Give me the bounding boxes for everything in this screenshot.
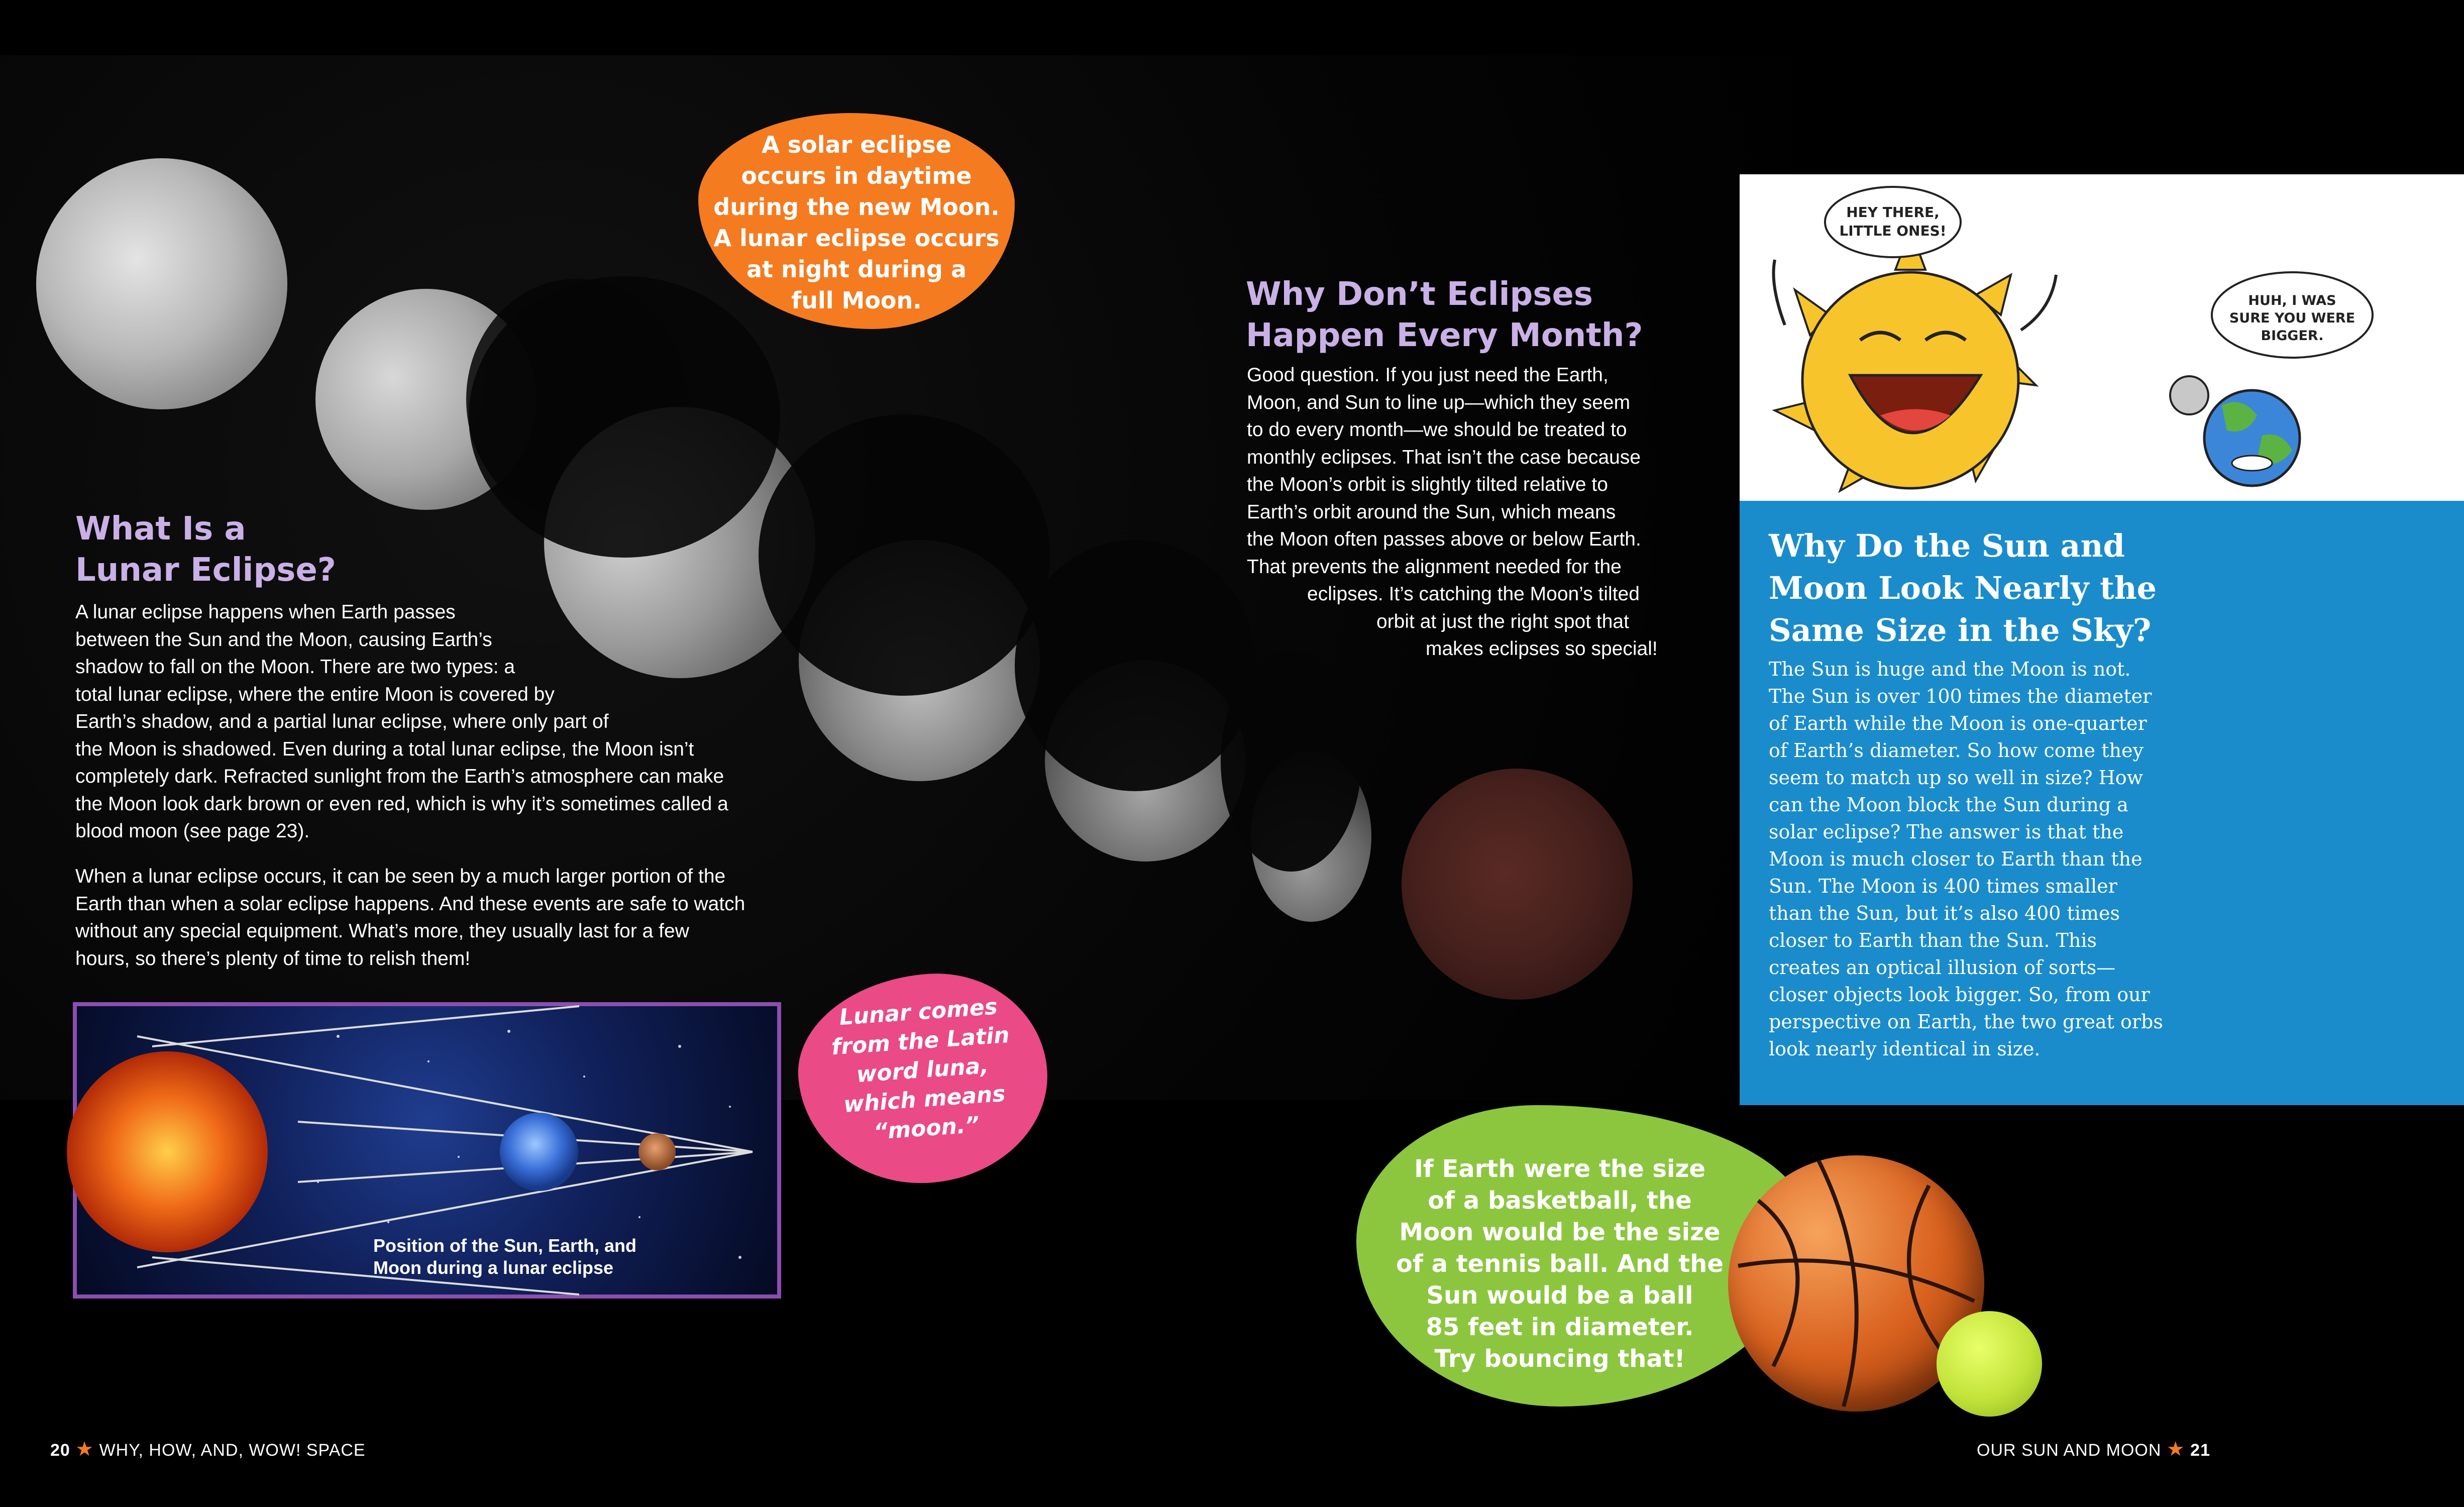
lunar-eclipse-paragraph-2 (75, 863, 839, 973)
sidebar-panel (1740, 174, 2464, 1105)
orange-blob-line: during the new Moon. (713, 193, 1000, 221)
diagram-caption (373, 1235, 755, 1279)
text-line: Earth’s shadow, and a partial lunar eclipse, where only part of (75, 711, 609, 732)
cartoon-moon (2170, 376, 2208, 414)
pink-blob-line: “moon.” (873, 1112, 981, 1145)
text-line: closer objects look bigger. So, from our (1769, 984, 2150, 1006)
tennis-ball-image (1937, 1311, 2042, 1417)
text-line: Moon, and Sun to line up—which they seem (1247, 391, 1631, 413)
text-line: shadow to fall on the Moon. There are two types: a (75, 656, 515, 678)
eclipses-every-month-paragraph (1247, 362, 1689, 663)
pink-blob-line: from the Latin (830, 1022, 1011, 1060)
text-line: the Moon is shadowed. Even during a total lunar eclipse, the Moon isn’t (75, 738, 694, 760)
text-line: look nearly identical in size. (1769, 1038, 2041, 1060)
text-line: hours, so there’s plenty of time to relish them! (75, 947, 471, 970)
text-line: the Moon often passes above or below Earth. (1247, 528, 1641, 550)
earth-bubble-line: HUH, I WAS (2248, 293, 2336, 308)
text-line: eclipses. It’s catching the Moon’s tilted (1307, 583, 1640, 605)
pink-fact-bubble (792, 966, 1054, 1192)
sidebar-paragraph (1769, 656, 2452, 1062)
text-line: of Earth’s diameter. So how come they (1769, 739, 2144, 762)
text-line: closer to Earth than the Sun. This (1769, 929, 2097, 951)
text-line: creates an optical illusion of sorts— (1769, 956, 2116, 979)
green-blob-line: Sun would be a ball (1426, 1281, 1693, 1310)
sun-earth-cartoon (1740, 174, 2464, 501)
star-icon: ★ (2166, 1438, 2185, 1460)
sun-bubble-line: HEY THERE, (1846, 204, 1940, 221)
orange-blob-line: occurs in daytime (741, 162, 972, 189)
text-line: The Sun is huge and the Moon is not. (1769, 658, 2131, 680)
heading-line: Why Don’t Eclipses (1246, 276, 1593, 313)
earth-bubble-line: SURE YOU WERE (2229, 310, 2355, 326)
moon-blood (1402, 769, 1633, 1000)
right-footer (1977, 1438, 2210, 1461)
pink-blob-line: which means (842, 1081, 1007, 1118)
footer-title: OUR SUN AND MOON (1977, 1441, 2162, 1460)
orange-fact-bubble (698, 113, 1015, 329)
text-line: of Earth while the Moon is one-quarter (1769, 712, 2147, 734)
lunar-eclipse-heading (75, 508, 527, 591)
heading-line: Same Size in the Sky? (1769, 612, 2152, 649)
text-line: the Moon’s orbit is slightly tilted relative to (1247, 474, 1608, 495)
lunar-eclipse-paragraph-1 (75, 599, 839, 845)
orange-blob-line: at night during a (746, 256, 967, 283)
green-blob-line: Try bouncing that! (1434, 1345, 1685, 1373)
text-line: When a lunar eclipse occurs, it can be seen by a much larger portion of the (75, 866, 726, 887)
text-line: solar eclipse? The answer is that the (1769, 821, 2124, 843)
text-line: the Moon look dark brown or even red, which is why it’s sometimes called a (75, 793, 728, 815)
caption-line: Moon during a lunar eclipse (373, 1257, 614, 1278)
heading-line: What Is a (75, 510, 246, 548)
star-icon: ★ (75, 1438, 94, 1460)
text-line: total lunar eclipse, where the entire Moon is covered by (75, 683, 555, 705)
moon-phase-5 (1045, 661, 1246, 862)
earth-graphic (500, 1113, 578, 1191)
caption-line: Position of the Sun, Earth, and (373, 1235, 637, 1256)
orange-blob-line: full Moon. (791, 287, 922, 314)
pink-blob-line: word luna, (855, 1052, 990, 1088)
text-line: between the Sun and the Moon, causing Earth’s (75, 628, 492, 651)
text-line: The Sun is over 100 times the diameter (1769, 685, 2152, 707)
green-blob-line: of a tennis ball. And the (1396, 1250, 1724, 1278)
cartoon-panel (1740, 174, 2464, 501)
footer-title: WHY, HOW, AND, WOW! SPACE (99, 1441, 366, 1460)
sun-graphic (67, 1051, 268, 1252)
text-line: orbit at just the right spot that (1376, 610, 1629, 632)
text-line: monthly eclipses. That isn’t the case because (1247, 446, 1641, 468)
moon-graphic (638, 1133, 676, 1170)
sun-speech-bubble (1825, 187, 1961, 257)
orange-blob-line: A lunar eclipse occurs (713, 225, 1000, 252)
text-line: without any special equipment. What’s more, they usually last for a few (75, 920, 689, 942)
green-blob-line: of a basketball, the (1428, 1187, 1692, 1215)
sidebar-text-panel (1740, 501, 2464, 1105)
text-line: Moon is much closer to Earth than the (1769, 848, 2142, 870)
lunar-eclipse-diagram (73, 1002, 781, 1299)
heading-line: Moon Look Nearly the (1769, 570, 2157, 606)
green-blob-line: 85 feet in diameter. (1426, 1313, 1694, 1341)
text-line: to do every month—we should be treated to (1247, 419, 1627, 441)
text-line: seem to match up so well in size? How (1769, 767, 2144, 789)
text-line: Sun. The Moon is 400 times smaller (1769, 875, 2117, 897)
text-line: makes eclipses so special! (1426, 638, 1658, 660)
green-blob-line: Moon would be the size (1399, 1218, 1721, 1246)
text-line: Earth than when a solar eclipse happens. And these events are safe to watch (75, 893, 745, 915)
eclipses-every-month-heading (1246, 274, 1698, 356)
heading-line: Lunar Eclipse? (75, 552, 336, 589)
moon-phase-6 (1251, 751, 1371, 922)
heading-line: Why Do the Sun and (1769, 527, 2125, 564)
pink-blob-line: Lunar comes (838, 994, 999, 1031)
heading-line: Happen Every Month? (1246, 317, 1643, 354)
text-line: Earth’s orbit around the Sun, which means (1247, 501, 1616, 523)
left-footer (50, 1438, 366, 1461)
orange-blob-line: A solar eclipse (762, 131, 951, 158)
earth-bubble-line: BIGGER. (2261, 328, 2324, 344)
text-line: than the Sun, but it’s also 400 times (1769, 902, 2120, 924)
page-number: 21 (2190, 1441, 2210, 1460)
text-line: blood moon (see page 23). (75, 820, 310, 842)
text-line: A lunar eclipse happens when Earth passes (75, 601, 456, 623)
page-number: 20 (50, 1441, 70, 1460)
text-line: perspective on Earth, the two great orbs (1769, 1011, 2163, 1033)
text-line: Good question. If you just need the Earth, (1247, 364, 1609, 386)
text-line: That prevents the alignment needed for the (1247, 556, 1622, 578)
text-line: can the Moon block the Sun during a (1769, 794, 2128, 816)
text-line: completely dark. Refracted sunlight from the Earth’s atmosphere can make (75, 766, 724, 787)
green-blob-line: If Earth were the size (1414, 1155, 1705, 1183)
sidebar-heading (1769, 525, 2452, 652)
moon-full (36, 158, 287, 409)
sun-bubble-line: LITTLE ONES! (1839, 223, 1947, 239)
